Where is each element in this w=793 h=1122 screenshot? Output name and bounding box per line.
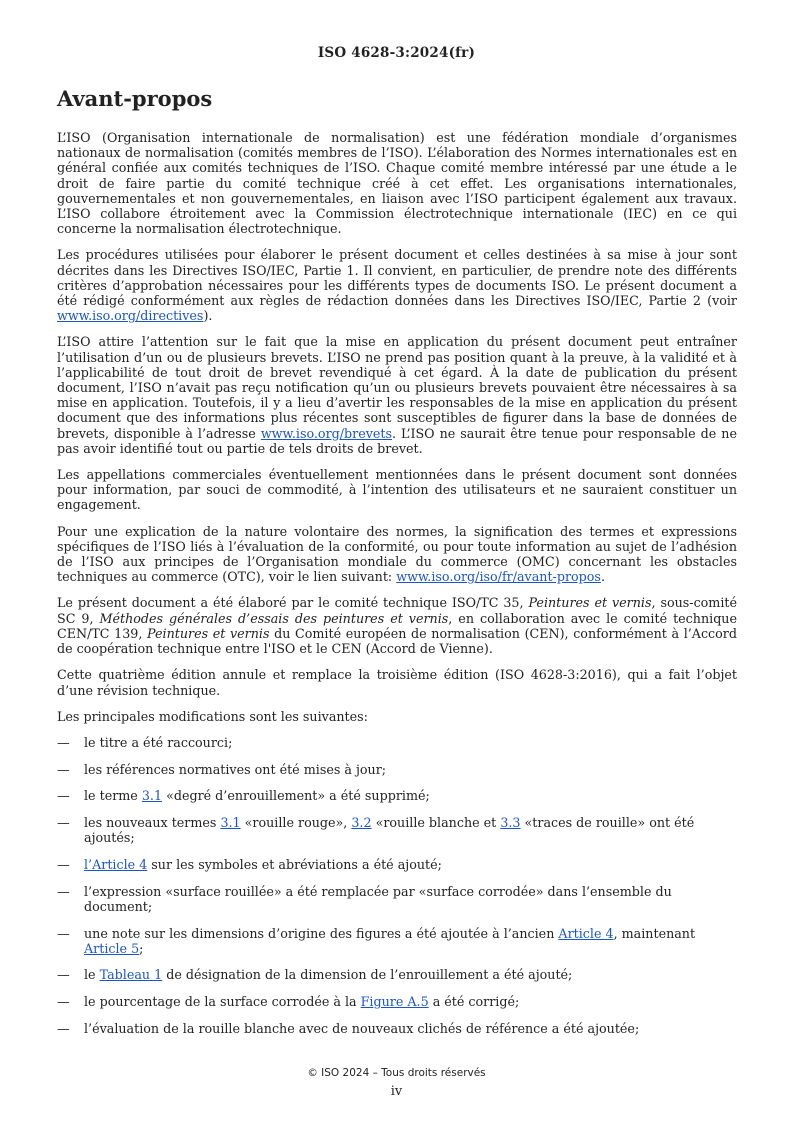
- table-1-link[interactable]: Tableau 1: [99, 967, 163, 983]
- committee-text: , en collaboration avec le comité technique CEN/TC 139,: [57, 610, 737, 641]
- dash-bullet: —: [57, 883, 70, 899]
- dash-bullet: —: [57, 1020, 70, 1036]
- document-body: [57, 130, 737, 1048]
- paragraph-voluntary-nature: [57, 524, 737, 585]
- list-item: [57, 1021, 737, 1036]
- list-item-text: l’évaluation de la rouille blanche avec de nouveaux clichés de référence a été ajoutée;: [84, 1020, 640, 1036]
- list-item: [57, 994, 737, 1009]
- committee-text: du Comité européen de normalisation (CEN), conformément à l’Accord de coopération technique entre l'ISO et le CEN (Accord de Vienne).: [57, 625, 737, 657]
- article-4-link[interactable]: Article 4: [558, 925, 614, 941]
- list-item: [57, 967, 737, 982]
- list-item-text: l’expression «surface rouillée» a été remplacée par «surface corrodée» dans l’ensemble du document;: [84, 883, 672, 914]
- list-item: [57, 762, 737, 777]
- paragraph-text: Les procédures utilisées pour élaborer le présent document et celles destinées à sa mise à jour sont décrites dans les Directives ISO/IEC, Partie 1. Il convient, en particulier, de prendre note des différents critères d’approbation nécessaires pour les différents types de documents ISO. Le présent document a été rédigé conformément aux règles de rédaction données dans les Directives ISO/IEC, Partie 2 (voir: [57, 247, 737, 309]
- term-3-2-link[interactable]: 3.2: [351, 815, 372, 831]
- dash-bullet: —: [57, 761, 70, 777]
- changes-list: [57, 735, 737, 1036]
- committee-text: Le présent document a été élaboré par le comité technique ISO/TC 35,: [57, 595, 529, 611]
- list-item-text: sur les symboles et abréviations a été ajouté;: [147, 856, 442, 872]
- page-title: Avant-propos: [57, 86, 213, 111]
- list-item-text: «rouille blanche et: [371, 815, 501, 831]
- dash-bullet: —: [57, 967, 70, 983]
- dash-bullet: —: [57, 788, 70, 804]
- list-item-text: une note sur les dimensions d’origine des figures a été ajoutée à l’ancien: [84, 925, 559, 941]
- list-item-text: le titre a été raccourci;: [84, 734, 233, 750]
- paragraph-text: Pour une explication de la nature volontaire des normes, la signification des termes et expressions spécifiques de l’ISO liés à l’évaluation de la conformité, ou pour toute information au sujet de l’adhésion de l’ISO aux principes de l’Organisation mondiale du commerce (OMC) concernant les obstacles techniques au commerce (OTC), voir le lien suivant:: [57, 523, 737, 585]
- patents-link[interactable]: www.iso.org/brevets: [260, 425, 393, 441]
- list-item-text: , maintenant: [613, 925, 696, 941]
- document-header: ISO 4628-3:2024(fr): [317, 45, 476, 61]
- dash-bullet: —: [57, 925, 70, 941]
- paragraph-changes-intro: Les principales modifications sont les suivantes:: [57, 708, 368, 724]
- list-item: [57, 926, 737, 956]
- paragraph-committee: [57, 595, 737, 656]
- committee-name-italic: Peintures et vernis: [528, 595, 652, 611]
- directives-link[interactable]: www.iso.org/directives: [57, 308, 204, 324]
- list-item-text: les nouveaux termes: [84, 815, 221, 831]
- term-3-1-link[interactable]: 3.1: [141, 788, 163, 804]
- paragraph-text-end: ).: [203, 308, 213, 324]
- dash-bullet: —: [57, 994, 70, 1010]
- dash-bullet: —: [57, 734, 70, 750]
- list-item-text: ;: [139, 940, 144, 956]
- list-item-text: le: [84, 967, 100, 983]
- paragraph-patents: [57, 334, 737, 456]
- committee-text: , sous-comité SC 9,: [57, 595, 738, 626]
- paragraph-trade-names: Les appellations commerciales éventuellement mentionnées dans le présent document sont données pour information, par souci de commodité, à l’intention des utilisateurs et ne sauraient constituer un engagement.: [57, 467, 737, 513]
- page-number: iv: [390, 1084, 403, 1099]
- list-item: [57, 735, 737, 750]
- dash-bullet: —: [57, 815, 70, 831]
- list-item: [57, 815, 737, 845]
- paragraph-edition: Cette quatrième édition annule et remplace la troisième édition (ISO 4628-3:2016), qui a fait l’objet d’une révision technique.: [57, 667, 737, 698]
- foreword-link[interactable]: www.iso.org/iso/fr/avant-propos: [396, 569, 601, 585]
- list-item: [57, 857, 737, 872]
- paragraph-text-end: . L’ISO ne saurait être tenue pour responsable de ne pas avoir identifié tout ou partie de tels droits de brevet.: [57, 425, 737, 456]
- list-item-text: les références normatives ont été mises à jour;: [84, 761, 387, 777]
- cen-committee-name-italic: Peintures et vernis: [147, 625, 270, 641]
- figure-a5-link[interactable]: Figure A.5: [360, 994, 429, 1010]
- list-item: [57, 788, 737, 803]
- list-item-text: «rouille rouge»,: [240, 815, 352, 831]
- paragraph-text-end: .: [600, 569, 605, 585]
- term-3-1-link[interactable]: 3.1: [220, 815, 241, 831]
- paragraph-text: L’ISO attire l’attention sur le fait que la mise en application du présent document peut entraîner l’utilisation d’un ou de plusieurs brevets. L’ISO ne prend pas position quant à la preuve, à la validité et à l’applicabilité de tout droit de brevet revendiqué à cet égard. À la date de publication du présent document, l’ISO n’avait pas reçu notification qu’un ou plusieurs brevets pouvaient être nécessaires à sa mise en application. Toutefois, il y a lieu d’avertir les responsables de la mise en application du présent document que des informations plus récentes sont susceptibles de figurer dans la base de données de brevets, disponible à l’adresse: [57, 334, 737, 441]
- list-item-text: de désignation de la dimension de l’enrouillement a été ajouté;: [162, 967, 573, 983]
- paragraph-iso-intro: L’ISO (Organisation internationale de normalisation) est une fédération mondiale d’organismes nationaux de normalisation (comités membres de l’ISO). L’élaboration des Normes internationales est en général confiée aux comités techniques de l’ISO. Chaque comité membre intéressé par une étude a le droit de faire partie du comité technique créé à cet effet. Les organisations internationales, gouvernementales et non gouvernementales, en liaison avec l’ISO participent également aux travaux. L’ISO collabore étroitement avec la Commission électrotechnique internationale (IEC) en ce qui concerne la normalisation électrotechnique.: [57, 130, 737, 237]
- article-5-link[interactable]: Article 5: [84, 940, 140, 956]
- dash-bullet: —: [57, 856, 70, 872]
- article-4-link[interactable]: l’Article 4: [84, 856, 148, 872]
- list-item-text: le terme: [84, 788, 142, 804]
- copyright-footer: © ISO 2024 – Tous droits réservés: [307, 1067, 486, 1079]
- subcommittee-name-italic: Méthodes générales d’essais des peintures et vernis: [99, 610, 449, 626]
- list-item-text: a été corrigé;: [428, 994, 520, 1010]
- paragraph-directives: [57, 247, 737, 323]
- term-3-3-link[interactable]: 3.3: [500, 815, 521, 831]
- list-item-text: «traces de rouille» ont été ajoutés;: [84, 815, 695, 846]
- list-item-text: «degré d’enrouillement» a été supprimé;: [162, 788, 430, 804]
- list-item-text: le pourcentage de la surface corrodée à la: [84, 994, 361, 1010]
- list-item: [57, 884, 737, 914]
